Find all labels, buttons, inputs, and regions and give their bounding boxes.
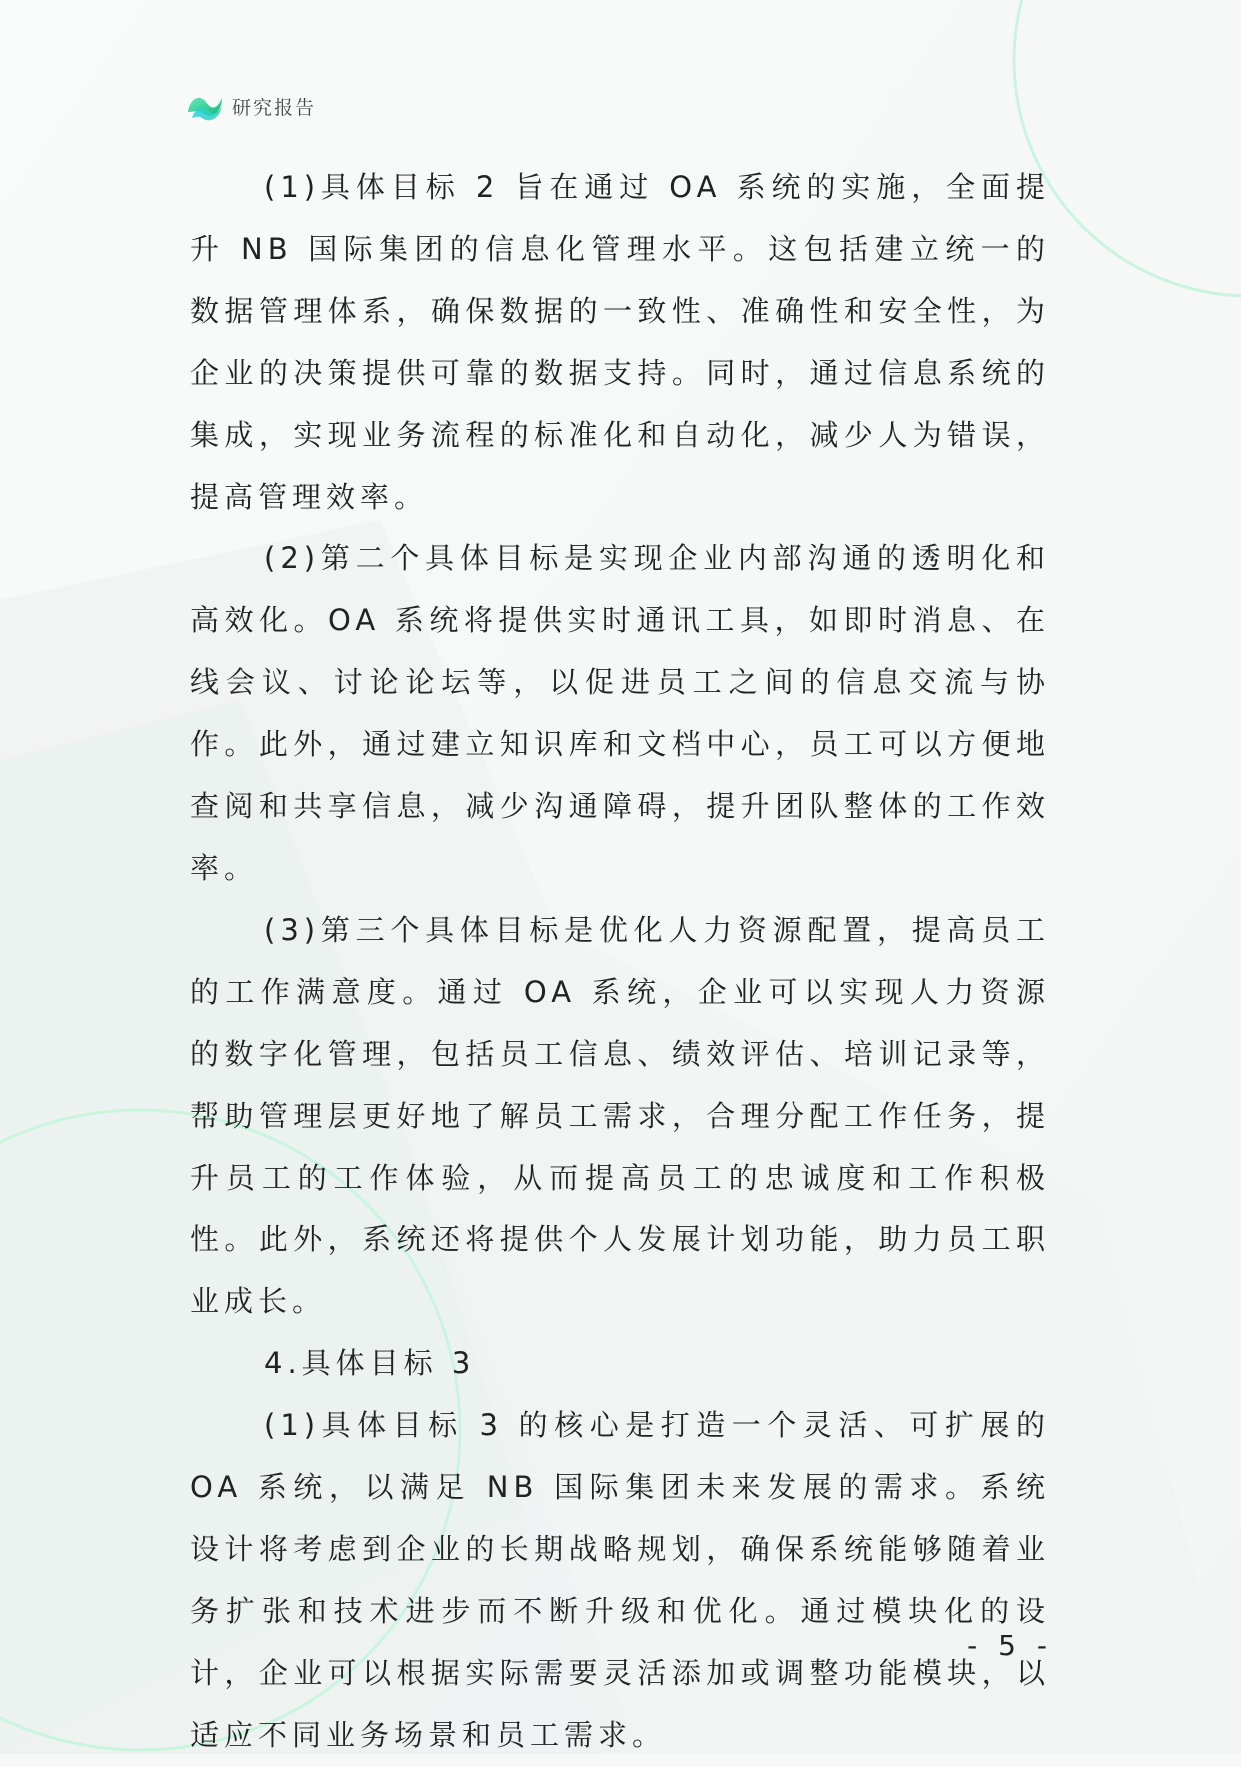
section-heading-goal3: 4.具体目标 3 (264, 1346, 476, 1381)
report-header-title: 研究报告 (232, 96, 317, 119)
paragraph-goal2-item3: (3)第三个具体目标是优化人力资源配置，提高员工的工作满意度。通过 OA 系统，企业可以实现人力资源的数字化管理，包括员工信息、绩效评估、培训记录等，帮助管理层更好地了解员工需求，合理分配工作任务，提升员工的工作体验，从而提高员工的忠诚度和工作积极性。此外，系统还将提供个人发展计划功能，助力员工职业成长。 (190, 912, 1050, 1319)
paragraph-goal2-item1: (1)具体目标 2 旨在通过 OA 系统的实施，全面提升 NB 国际集团的信息化管理水平。这包括建立统一的数据管理体系，确保数据的一致性、准确性和安全性，为企业的决策提供可靠的数据支持。同时，通过信息系统的集成，实现业务流程的标准化和自动化，减少人为错误，提高管理效率。 (190, 170, 1050, 514)
body-text (190, 157, 1050, 1767)
report-logo-icon (186, 88, 224, 124)
paragraph-goal3-item1: (1)具体目标 3 的核心是打造一个灵活、可扩展的 OA 系统，以满足 NB 国际集团未来发展的需求。系统设计将考虑到企业的长期战略规划，确保系统能够随着业务扩张和技术进步而不断升级和优化。通过模块化的设计，企业可以根据实际需要灵活添加或调整功能模块，以适应不同业务场景和员工需求。 (190, 1408, 1050, 1752)
paragraph-goal2-item2: (2)第二个具体目标是实现企业内部沟通的透明化和高效化。OA 系统将提供实时通讯工具，如即时消息、在线会议、讨论论坛等，以促进员工之间的信息交流与协作。此外，通过建立知识库和文档中心，员工可以方便地查阅和共享信息，减少沟通障碍，提升团队整体的工作效率。 (190, 541, 1050, 885)
report-header (186, 88, 316, 124)
page-number: - 5 - (967, 1629, 1053, 1662)
